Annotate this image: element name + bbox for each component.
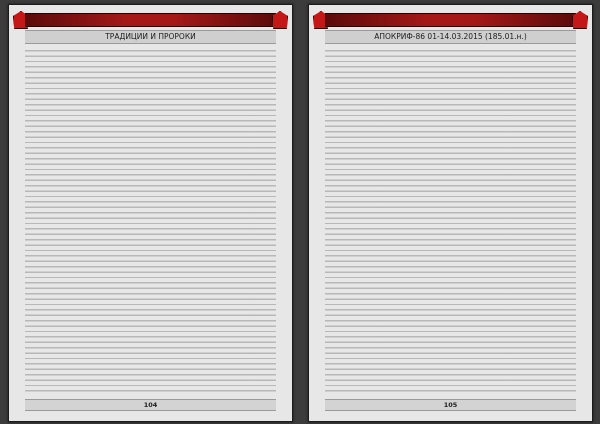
section-title: АПОКРИФ-86 01-14.03.2015 (185.01.н.)	[325, 30, 576, 44]
header-banner	[325, 13, 576, 27]
page-footer	[25, 399, 276, 411]
body-text-placeholder	[325, 48, 576, 392]
page-body	[25, 48, 276, 392]
right-page	[308, 4, 593, 422]
page-footer	[325, 399, 576, 411]
page-number: 104	[143, 401, 158, 409]
header-banner	[25, 13, 276, 27]
page-number: 105	[443, 401, 458, 409]
page-body	[325, 48, 576, 392]
left-page	[8, 4, 293, 422]
section-title: ТРАДИЦИИ И ПРОРОКИ	[25, 30, 276, 44]
body-text-placeholder	[25, 48, 276, 392]
